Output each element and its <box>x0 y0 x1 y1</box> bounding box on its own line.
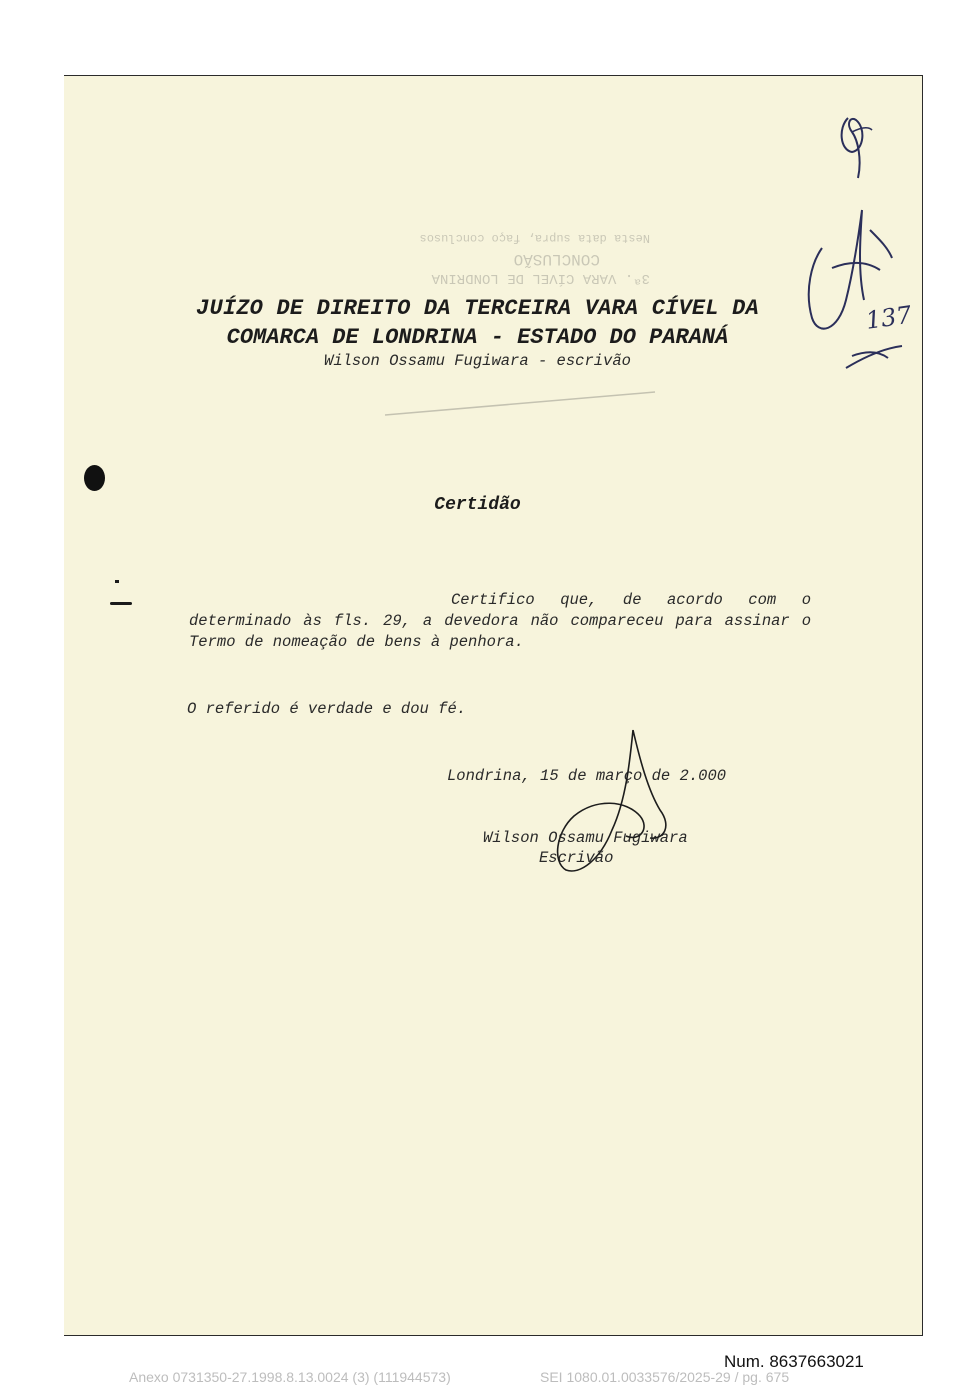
stamp-line3: Nesta data supra, faço conclusos <box>419 231 650 245</box>
document-title: Certidão <box>434 495 521 515</box>
court-header-line2: COMARCA DE LONDRINA - ESTADO DO PARANÁ <box>226 325 729 350</box>
punch-hole <box>84 465 105 491</box>
court-header-line1: JUÍZO DE DIREITO DA TERCEIRA VARA CÍVEL DA <box>196 296 759 321</box>
certification-paragraph: Certifico que, de acordo com o determinado às fls. 29, a devedora não compareceu para assinar o Termo de nomeação de bens à penhora. <box>189 591 811 651</box>
place-date: Londrina, 15 de março de 2.000 <box>447 767 727 785</box>
signer-role: Escrivão <box>539 849 614 867</box>
closing-statement: O referido é verdade e dou fé. <box>187 700 467 718</box>
sei-reference: SEI 1080.01.0033576/2025-29 / pg. 675 <box>540 1369 790 1385</box>
page-number-handwritten: 137 <box>864 300 914 335</box>
clerk-line: Wilson Ossamu Fugiwara - escrivão <box>324 352 631 370</box>
ink-speck <box>110 602 132 605</box>
annex-reference: Anexo 0731350-27.1998.8.13.0024 (3) (111944573) <box>129 1369 451 1385</box>
stamp-line1: 3ª. VARA CÍVEL DE LONDRINA <box>431 270 650 286</box>
stamp-line2: CONCLUSÃO <box>513 250 600 268</box>
document-number: Num. 8637663021 <box>724 1352 864 1371</box>
ink-speck <box>115 580 119 583</box>
signer-name: Wilson Ossamu Fugiwara <box>483 829 688 847</box>
